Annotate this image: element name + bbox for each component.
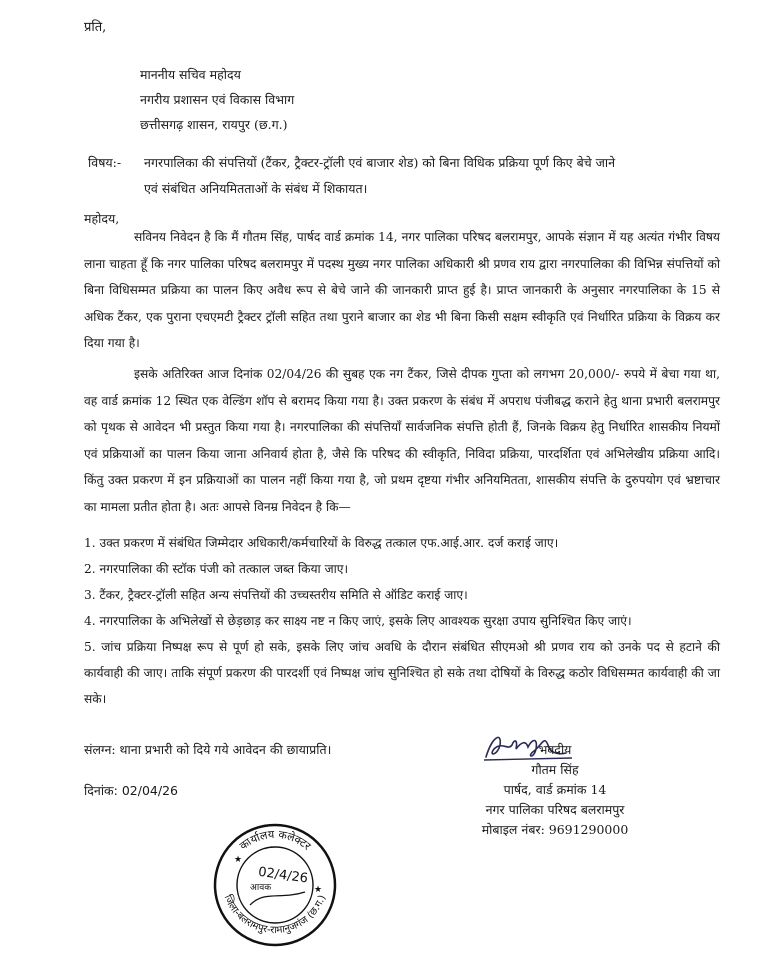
subject	[88, 150, 728, 202]
stamp-scribble	[250, 892, 305, 905]
signatory-name: गौतम सिंह	[531, 762, 579, 777]
request-item-5: 5. जांच प्रक्रिया निष्पक्ष रूप से पूर्ण हो सके, इसके लिए जांच अवधि के दौरान संबंधित सीएमओ श्री प्रणव राय को उनके पद से हटाने की कार्यवाही की जाए। ताकि संपूर्ण प्रकरण की पारदर्शी एवं निष्पक्ष जांच सुनिश्चित हो सके तथा दोषियों के विरुद्ध कठोर विधिसम्मत कार्यवाही की जा सके।	[84, 640, 720, 706]
attachment-note: संलग्न: थाना प्रभारी को दिये गये आवेदन की छायाप्रति।	[84, 742, 332, 757]
greeting: महोदय,	[84, 211, 120, 226]
signatory-designation: पार्षद, वार्ड क्रमांक 14	[503, 782, 607, 797]
letter-date: दिनांक: 02/04/26	[84, 783, 178, 798]
request-item-4: 4. नगरपालिका के अभिलेखों से छेड़छाड़ कर साक्ष्य नष्ट न किए जाएं, इसके लिए आवश्यक सुरक्षा उपाय सुनिश्चित किए जाएं।	[84, 614, 632, 628]
addressee-line-2: नगरीय प्रशासन एवं विकास विभाग	[140, 92, 295, 107]
salutation-to: प्रति,	[84, 20, 107, 35]
stamp-top-text: कार्यालय कलेक्टर	[237, 827, 314, 853]
signatory-mobile: मोबाइल नंबर: 9691290000	[481, 822, 629, 837]
subject-line-1: नगरपालिका की संपत्तियों (टैंकर, ट्रैक्टर-ट्रॉली एवं बाजार शेड) को बिना विधिक प्रक्रिया पूर्ण किए बेचे जाने	[144, 155, 616, 170]
subject-label: विषय:-	[88, 155, 122, 170]
closing: भवदीय	[538, 742, 572, 757]
addressee-line-3: छत्तीसगढ़ शासन, रायपुर (छ.ग.)	[140, 117, 288, 132]
subject-line-2: एवं संबंधित अनियमितताओं के संबंध में शिकायत।	[144, 181, 368, 196]
request-item-1: 1. उक्त प्रकरण में संबंधित जिम्मेदार अधिकारी/कर्मचारियों के विरुद्ध तत्काल एफ.आई.आर. दर्ज कराई जाए।	[84, 536, 559, 550]
body-paragraph-1: सविनय निवेदन है कि मैं गौतम सिंह, पार्षद वार्ड क्रमांक 14, नगर पालिका परिषद बलरामपुर, आपके संज्ञान में यह अत्यंत गंभीर विषय लाना चाहता हूँ कि नगर पालिका परिषद बलरामपुर में पदस्थ मुख्य नगर पालिका अधिकारी श्री प्रणव राय द्वारा नगरपालिका की विभिन्न संपत्तियों को बिना विधिसम्मत प्रक्रिया का पालन किए अवैध रूप से बेचे जाने की जानकारी प्राप्त हुई है। प्राप्त जानकारी के अनुसार नगरपालिका के 15 से अधिक टैंकर, एक पुराना एचएमटी ट्रैक्टर ट्रॉली सहित तथा पुराने बाजार का शेड भी बिना किसी सक्षम स्वीकृति एवं निर्धारित प्रक्रिया के विक्रय कर दिया गया है।	[84, 230, 720, 350]
stamp-bottom-text: जिला-बलरामपुर-रामानुजगंज (छ.ग.)	[221, 893, 329, 937]
body-paragraph-2: इसके अतिरिक्त आज दिनांक 02/04/26 की सुबह एक नग टैंकर, जिसे दीपक गुप्ता को लगभग 20,000/- रुपये में बेचा गया था, वह वार्ड क्रमांक 12 स्थित एक वेल्डिंग शॉप से बरामद किया गया है। उक्त प्रकरण के संबंध में अपराध पंजीबद्ध कराने हेतु थाना प्रभारी बलरामपुर को पृथक से आवेदन भी प्रस्तुत किया गया है। नगरपालिका की संपत्तियाँ सार्वजनिक संपत्ति होती हैं, जिनके विक्रय हेतु निर्धारित शासकीय नियमों एवं प्रक्रियाओं का पालन किया जाना अनिवार्य होता है, जैसे कि परिषद की स्वीकृति, निविदा प्रक्रिया, पारदर्शिता एवं अभिलेखीय प्रक्रिया आदि। किंतु उक्त प्रकरण में इन प्रक्रियाओं का पालन नहीं किया गया है, जो प्रथम दृष्टया गंभीर अनियमितता, शासकीय संपत्ति के दुरुपयोग एवं भ्रष्टाचार का मामला प्रतीत होता है। अतः आपसे विनम्र निवेदन है कि—	[84, 367, 720, 514]
signature-block	[450, 740, 660, 840]
request-item-2: 2. नगरपालिका की स्टॉक पंजी को तत्काल जब्त किया जाए।	[84, 562, 349, 576]
collector-office-stamp	[210, 820, 340, 950]
request-item-3: 3. टैंकर, ट्रैक्टर-ट्रॉली सहित अन्य संपत्तियों की उच्चस्तरीय समिति से ऑडिट कराई जाए।	[84, 588, 468, 602]
stamp-star-left-icon: ★	[234, 855, 243, 865]
requests-list	[84, 530, 720, 712]
stamp-handwritten-date: 02/4/26	[257, 864, 309, 887]
addressee-line-1: माननीय सचिव महोदय	[140, 67, 241, 82]
stamp-inward-text: आवक	[250, 883, 272, 893]
stamp-star-right-icon: ★	[314, 885, 323, 895]
signatory-organization: नगर पालिका परिषद बलरामपुर	[485, 802, 625, 817]
